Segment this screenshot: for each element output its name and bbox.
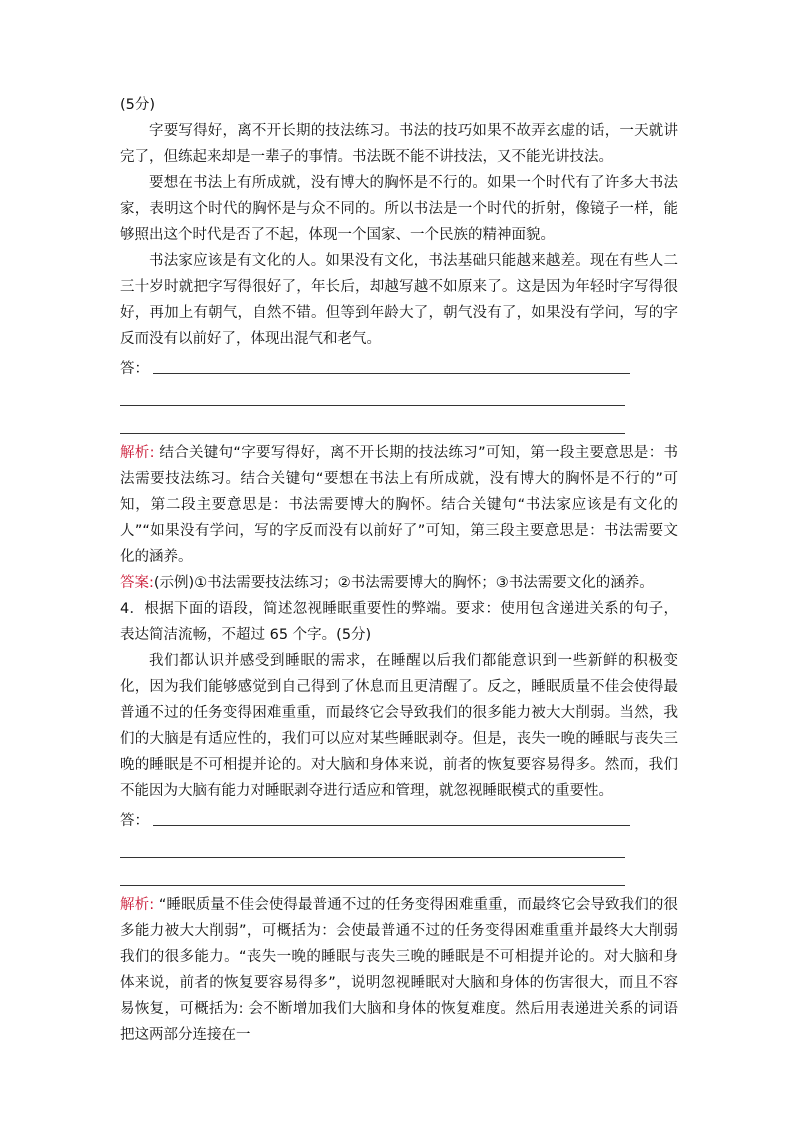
q4-analysis: [120, 892, 678, 1048]
q3-answer-line: [120, 352, 678, 378]
q4-answer-label: 答：: [120, 813, 149, 829]
q4-answer-blank-3: [120, 858, 625, 886]
analysis-text: 结合关键句“字要写得好，离不开长期的技法练习”可知，第一段主要意思是：书法需要技法练习。结合关键句“要想在书法上有所成就，没有博大的胸怀是不行的”可知，第二段主要意思是：书法需要博大的胸怀。结合关键句“书法家应该是有文化的人”“如果没有学问，写的字反而没有以前好了”可知，第三段主要意思是：书法需要文化的涵养。: [120, 445, 679, 565]
q3-answer-label: 答：: [120, 361, 149, 377]
question-3-score: (5分): [120, 97, 156, 113]
analysis-label: 解析:: [120, 897, 155, 913]
analysis-text: “睡眠质量不佳会使得最普通不过的任务变得困难重重，而最终它会导致我们的很多能力被大大削弱”，可概括为：会使最普通不过的任务变得困难重重并最终大大削弱我们的很多能力。“丧失一晚的睡眠与丧失三晚的睡眠是不可相提并论的。对大脑和身体来说，前者的恢复要容易得多”，说明忽视睡眠对大脑和身体的伤害很大，而且不容易恢复，可概括为: 会不断增加我们大脑和身体的恢复难度。然后用表递进关系的词语把这两部分连接在一: [120, 897, 678, 1043]
page-content: [120, 92, 678, 1048]
q3-paragraph-2: 要想在书法上有所成就，没有博大的胸怀是不行的。如果一个时代有了许多大书法家，表明这个时代的胸怀是与众不同的。所以书法是一个时代的折射，像镜子一样，能够照出这个时代是否了不起，体现一个国家、一个民族的精神面貌。: [120, 175, 678, 243]
answer-key-text: (示例)①书法需要技法练习；②书法需要博大的胸怀；③书法需要文化的涵养。: [153, 575, 654, 591]
answer-rule: [153, 824, 630, 826]
q3-paragraph-3: 书法家应该是有文化的人。如果没有文化，书法基础只能越来越差。现在有些人二三十岁时就把字写得很好了，年长后，却越写越不如原来了。这是因为年轻时字写得很好，再加上有朝气，自然不错。但等到年龄大了，朝气没有了，如果没有学问，写的字反而没有以前好了，体现出混气和老气。: [120, 253, 678, 347]
q3-answer-blank-2: [120, 378, 625, 406]
answer-rule: [153, 372, 630, 374]
answer-key-label: 答案:: [120, 575, 154, 591]
q3-analysis: [120, 440, 678, 570]
q4-paragraph: 我们都认识并感受到睡眠的需求，在睡醒以后我们都能意识到一些新鲜的积极变化，因为我们能够感觉到自己得到了休息而且更清醒了。反之，睡眠质量不佳会使得最普通不过的任务变得困难重重，而最终它会导致我们的很多能力被大大削弱。当然，我们的大脑是有适应性的，我们可以应对某些睡眠剥夺。但是，丧失一晚的睡眠与丧失三晚的睡眠是不可相提并论的。对大脑和身体来说，前者的恢复要容易得多。然而，我们不能因为大脑有能力对睡眠剥夺进行适应和管理，就忽视睡眠模式的重要性。: [120, 653, 678, 799]
analysis-label: 解析:: [120, 445, 155, 461]
q3-answer-key: [120, 570, 678, 596]
q4-answer-line: [120, 804, 678, 830]
q3-answer-blank-3: [120, 406, 625, 434]
q3-paragraph-1: 字要写得好，离不开长期的技法练习。书法的技巧如果不故弄玄虚的话，一天就讲完了，但练起来却是一辈子的事情。书法既不能不讲技法，又不能光讲技法。: [120, 123, 678, 165]
q4-answer-blank-2: [120, 830, 625, 858]
question-4-prompt: 4．根据下面的语段，简述忽视睡眠重要性的弊端。要求：使用包含递进关系的句子，表达简洁流畅，不超过 65 个字。(5分): [120, 601, 678, 643]
